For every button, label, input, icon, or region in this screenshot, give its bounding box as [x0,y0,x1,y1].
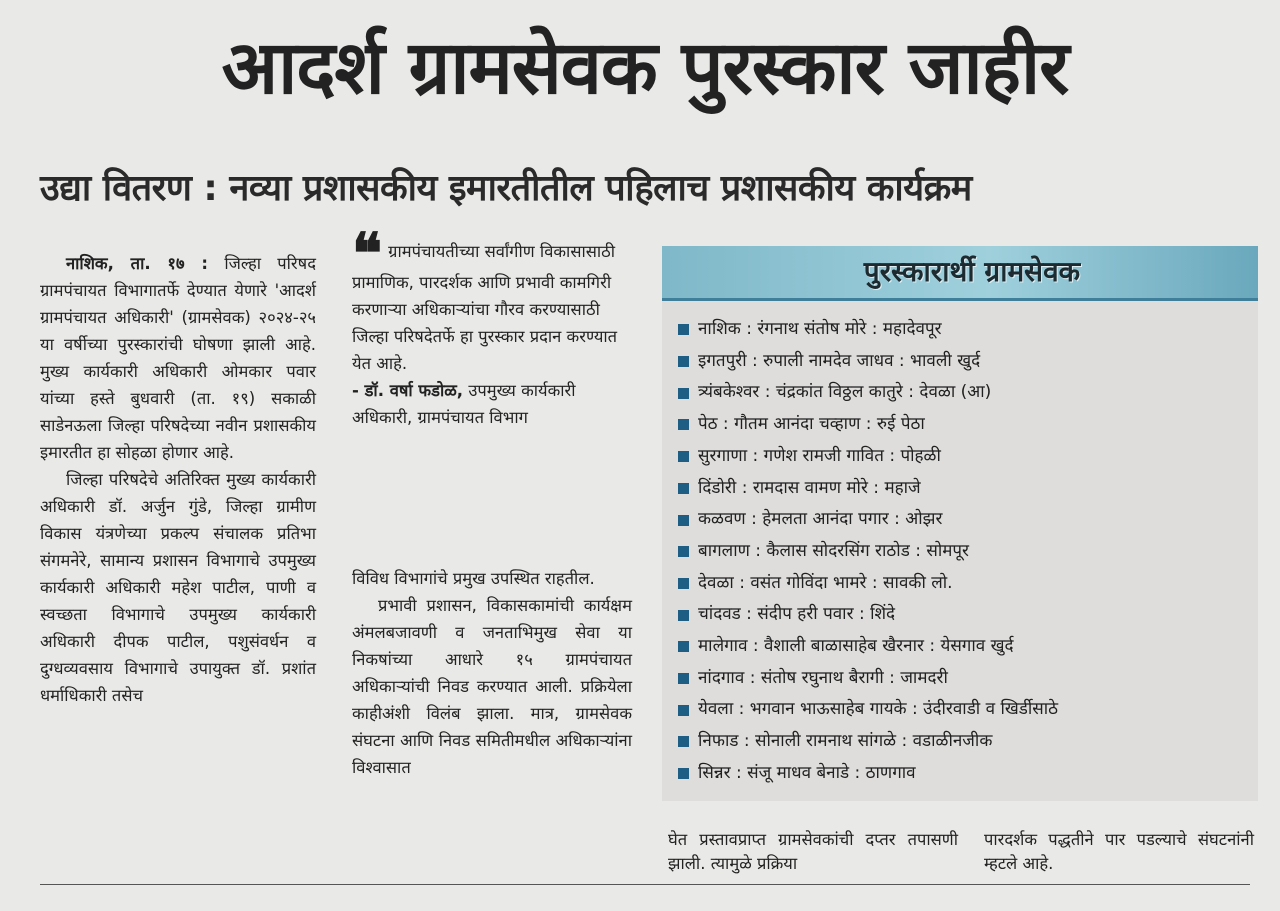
awardee-text: येवला : भगवान भाऊसाहेब गायके : उंदीरवाडी व खिर्डीसाठे [698,699,1059,720]
awardee-list-item [678,726,1248,758]
bottom-rule [40,884,1250,885]
awardee-text: मालेगाव : वैशाली बाळासाहेब खैरनार : येसगाव खुर्द [698,636,1014,657]
quote-text-para [352,221,632,377]
square-bullet-icon [678,578,689,589]
awardee-list-item [678,694,1248,726]
awardee-list-item [678,377,1248,409]
quote-author: - डॉ. वर्षा फडोळ, [352,381,464,400]
awardee-list-item [678,504,1248,536]
awardee-list-item [678,536,1248,568]
dateline: नाशिक, ता. १७ : [66,254,208,273]
square-bullet-icon [678,673,689,684]
awardee-text: त्र्यंबकेश्वर : चंद्रकांत विठ्ठल कातुरे : देवळा (आ) [698,382,992,403]
awardees-box-title: पुरस्कारार्थी ग्रामसेवक [863,255,1081,288]
awardee-text: निफाड : सोनाली रामनाथ सांगळे : वडाळीनजीक [698,731,993,752]
column-1-para-2: जिल्हा परिषदेचे अतिरिक्त मुख्य कार्यकारी अधिकारी डॉ. अर्जुन गुंडे, जिल्हा ग्रामीण विकास यंत्रणेच्या प्रकल्प संचालक प्रतिभा संगमनेरे, सामान्य प्रशासन विभागाचे उपमुख्य कार्यकारी अधिकारी महेश पाटील, पाणी व स्वच्छता विभागाचे उपमुख्य कार्यकारी अधिकारी दीपक पाटील, पशुसंवर्धन व दुग्धव्यवसाय विभागाचे उपायुक्त डॉ. प्रशांत धर्माधिकारी तसेच [40,470,316,705]
awardee-text: इगतपुरी : रुपाली नामदेव जाधव : भावली खुर्द [698,350,981,371]
awardee-text: सुरगाणा : गणेश रामजी गावित : पोहळी [698,445,941,466]
awardee-text: नांदगाव : संतोष रघुनाथ बैरागी : जामदरी [698,667,948,688]
awardee-list-item [678,314,1248,346]
awardee-list-item [678,663,1248,695]
awardee-text: कळवण : हेमलता आनंदा पगार : ओझर [698,509,943,530]
awardee-text: पेठ : गौतम आनंदा चव्हाण : रुई पेठा [698,414,925,435]
awardee-text: बागलाण : कैलास सोदरसिंग राठोड : सोमपूर [698,540,969,561]
square-bullet-icon [678,451,689,462]
quote-mark-icon: ❝ [352,221,383,287]
awardee-text: सिन्नर : संजू माधव बेनाडे : ठाणगाव [698,762,916,783]
awardee-list-item [678,441,1248,473]
square-bullet-icon [678,736,689,747]
square-bullet-icon [678,388,689,399]
quote-text: ग्रामपंचायतीच्या सर्वांगीण विकासासाठी प्रामाणिक, पारदर्शक आणि प्रभावी कामगिरी करणाऱ्या अधिकाऱ्यांचा गौरव करण्यासाठी जिल्हा परिषदेतर्फे हा पुरस्कार प्रदान करण्यात येत आहे. [352,242,618,373]
awardee-text: दिंडोरी : रामदास वामण मोरे : महाजे [698,477,921,498]
awardee-list-item [678,409,1248,441]
square-bullet-icon [678,356,689,367]
square-bullet-icon [678,546,689,557]
square-bullet-icon [678,419,689,430]
awardees-box [662,246,1258,801]
square-bullet-icon [678,515,689,526]
quote-author-title: उपमुख्य कार्यकारी अधिकारी, ग्रामपंचायत विभाग [352,381,576,427]
column-2 [352,565,632,781]
awardee-text: नाशिक : रंगनाथ संतोष मोरे : महादेवपूर [698,319,942,339]
footer-text-2: पारदर्शक पद्धतीने पार पडल्याचे संघटनांनी म्हटले आहे. [984,830,1254,873]
awardees-box-header [662,246,1258,301]
awardee-list-item [678,758,1248,790]
awardee-list-item [678,599,1248,631]
awardee-list-item [678,473,1248,505]
awardees-list [678,314,1248,790]
square-bullet-icon [678,768,689,779]
column-2-para-2: प्रभावी प्रशासन, विकासकामांची कार्यक्षम अंमलबजावणी व जनताभिमुख सेवा या निकषांच्या आधारे १५ ग्रामपंचायत अधिकाऱ्यांची निवड करण्यात आली. प्रक्रियेला काहीअंशी विलंब झाला. मात्र, ग्रामसेवक संघटना आणि निवड समितीमधील अधिकाऱ्यांना विश्वासात [352,596,632,777]
awardee-list-item [678,631,1248,663]
awardee-list-item [678,568,1248,600]
square-bullet-icon [678,641,689,652]
square-bullet-icon [678,610,689,621]
awardee-list-item [678,346,1248,378]
awardee-text: देवळा : वसंत गोविंदा भामरे : सावकी लो. [698,572,953,593]
column-1-para-1 [40,250,316,466]
quote-attribution [352,377,632,431]
quote-block [352,221,632,431]
square-bullet-icon [678,483,689,494]
square-bullet-icon [678,705,689,716]
column-2-para-1: विविध विभागांचे प्रमुख उपस्थित राहतील. [352,569,595,588]
awardee-text: चांदवड : संदीप हरी पवार : शिंदे [698,604,896,625]
square-bullet-icon [678,324,689,335]
column-1 [40,250,316,709]
subheadline: उद्या वितरण : नव्या प्रशासकीय इमारतीतील पहिलाच प्रशासकीय कार्यक्रम [40,168,972,209]
headline: आदर्श ग्रामसेवक पुरस्कार जाहीर [221,25,1069,111]
footer-text-1: घेत प्रस्तावप्राप्त ग्रामसेवकांची दप्तर तपासणी झाली. त्यामुळे प्रक्रिया [668,830,958,873]
para-1-text: जिल्हा परिषद ग्रामपंचायत विभागातर्फे देण्यात येणारे 'आदर्श ग्रामपंचायत अधिकारी' (ग्रामसेवक) २०२४-२५ या वर्षीच्या पुरस्कारांची घोषणा झाली आहे. मुख्य कार्यकारी अधिकारी ओमकार पवार यांच्या हस्ते बुधवारी (ता. १९) सकाळी साडेनऊला जिल्हा परिषदेच्या नवीन प्रशासकीय इमारतीत हा सोहळा होणार आहे. [40,254,316,462]
